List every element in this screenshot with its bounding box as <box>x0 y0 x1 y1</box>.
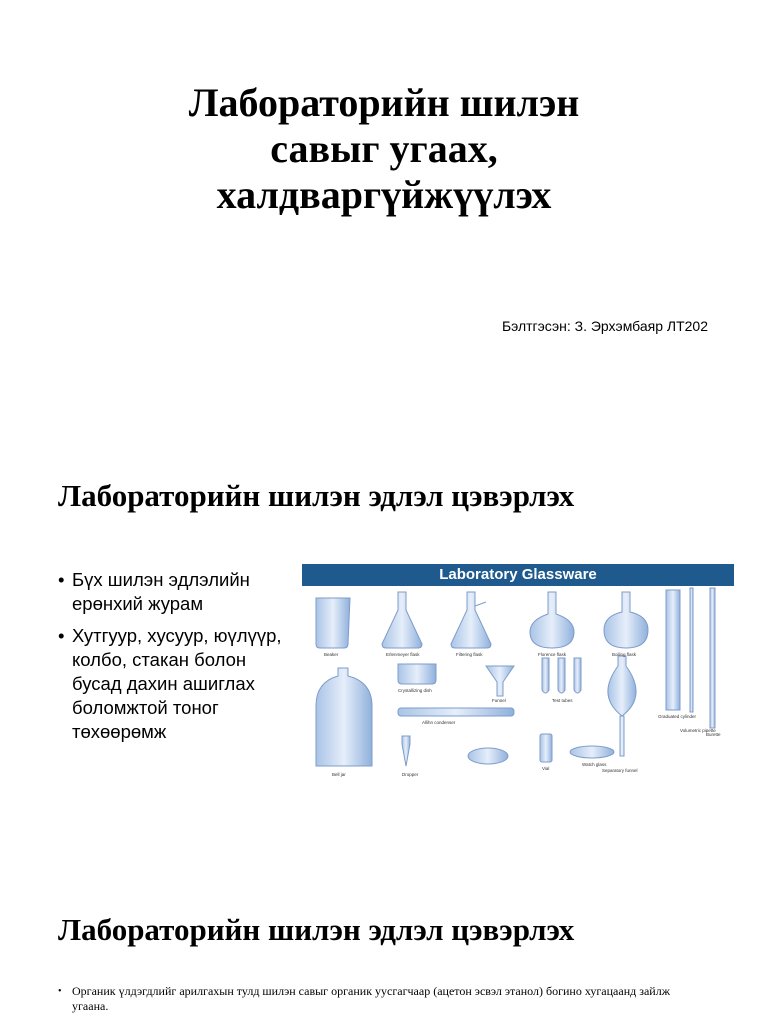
funnel-icon <box>486 666 514 696</box>
crystallizing-dish-icon <box>398 664 436 684</box>
label-filtering: Filtering flask <box>456 652 483 657</box>
title-slide <box>0 0 768 448</box>
label-watch-glass: Watch glass <box>582 762 607 767</box>
graduated-cylinder-icon <box>666 590 680 710</box>
label-beaker: Beaker <box>324 652 339 657</box>
label-burette: Burette <box>706 732 721 737</box>
presentation-title <box>0 80 768 218</box>
watch-glass-icon <box>570 746 614 758</box>
label-graduated: Graduated cylinder <box>658 714 697 719</box>
label-boiling: Boiling flask <box>612 652 637 657</box>
beaker-icon <box>316 598 350 648</box>
bullet-item: • Органик үлдэгдлийг арилгахын тулд шилэн савыг органик уусгагчаар (ацетон эсвэл этанол) богино хугацаанд зайлж угаана. <box>58 984 708 1014</box>
label-volumetric: Volumetric pipette <box>680 728 716 733</box>
image-banner: Laboratory Glassware <box>302 564 734 586</box>
slide-title: Лабораторийн шилэн эдлэл цэвэрлэх <box>58 912 575 947</box>
title-line: Лабораторийн шилэн <box>188 80 580 125</box>
test-tube-icon <box>558 658 565 693</box>
florence-flask-icon <box>530 592 574 648</box>
label-allihn: Allihn condenser <box>422 720 456 725</box>
label-dropper: Dropper <box>402 772 419 777</box>
test-tube-icon <box>574 658 581 693</box>
petri-dish-icon <box>468 748 508 764</box>
title-line: халдваргүйжүүлэх <box>216 172 552 217</box>
laboratory-glassware-image <box>302 564 734 788</box>
allihn-condenser-icon <box>398 708 514 716</box>
separatory-funnel-icon <box>608 656 636 756</box>
glassware-slide <box>0 448 768 896</box>
test-tube-icon <box>542 658 549 693</box>
label-bell-jar: Bell jar <box>332 772 346 777</box>
label-florence: Florence flask <box>538 652 567 657</box>
label-vial: Vial <box>542 766 550 771</box>
bullet-item: • Хутгуур, хусуур, юүлүүр, колбо, стакан болон бусад дахин ашиглах боломжтой тоног төхөөрөмж <box>58 624 294 744</box>
dropper-icon <box>402 736 410 766</box>
label-funnel: Funnel <box>492 698 506 703</box>
bullet-list <box>58 984 708 1014</box>
vial-icon <box>540 734 552 762</box>
label-test-tubes: Test tubes <box>552 698 573 703</box>
filtering-flask-icon <box>451 592 491 648</box>
title-line: савыг угаах, <box>270 126 498 171</box>
label-separatory: Separatory funnel <box>602 768 638 773</box>
label-crystallizing: Crystallizing dish <box>398 688 432 693</box>
cleaning-slide <box>0 896 768 1024</box>
slide-title: Лабораторийн шилэн эдлэл цэвэрлэх <box>58 478 575 513</box>
bullet-item: • Бүх шилэн эдлэлийн ерөнхий журам <box>58 568 294 616</box>
erlenmeyer-flask-icon <box>382 592 422 648</box>
author-subtitle: Бэлтгэсэн: З. Эрхэмбаяр ЛТ202 <box>501 318 708 334</box>
volumetric-pipette-icon <box>690 588 693 712</box>
glassware-illustration <box>302 586 734 788</box>
label-erlenmeyer: Erlenmeyer flask <box>386 652 420 657</box>
bullet-list <box>58 568 294 752</box>
burette-icon <box>710 588 715 728</box>
bell-jar-icon <box>316 668 372 766</box>
boiling-flask-icon <box>604 592 648 648</box>
